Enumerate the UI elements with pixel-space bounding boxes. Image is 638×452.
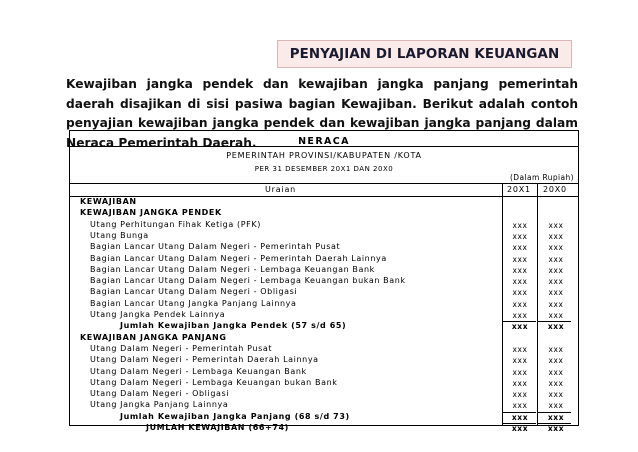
value-20x1: xxx xyxy=(512,265,528,275)
total-rule xyxy=(503,423,536,424)
row-label: Bagian Lancar Utang Dalam Negeri - Lembaga Keuangan Bank xyxy=(90,264,375,274)
value-20x0: xxx xyxy=(547,322,565,332)
value-20x0: xxx xyxy=(548,265,564,275)
table-row xyxy=(70,344,578,356)
value-20x1: xxx xyxy=(511,412,529,422)
value-20x0: xxx xyxy=(548,220,564,230)
row-label: Utang Perhitungan Fihak Ketiga (PFK) xyxy=(90,219,261,229)
value-20x1: xxx xyxy=(512,356,528,366)
table-row xyxy=(70,423,578,435)
table-row xyxy=(70,333,578,345)
total-rule xyxy=(538,321,571,322)
balance-sheet-entity: PEMERINTAH PROVINSI/KABUPATEN /KOTA xyxy=(226,151,422,160)
value-20x1: xxx xyxy=(512,277,528,287)
table-row xyxy=(70,265,578,277)
total-rule xyxy=(503,412,536,413)
value-20x0: xxx xyxy=(548,356,564,366)
table-row xyxy=(70,400,578,412)
row-label: Bagian Lancar Utang Dalam Negeri - Obligasi xyxy=(90,287,298,297)
balance-sheet-period: PER 31 DESEMBER 20X1 DAN 20X0 xyxy=(254,165,394,173)
value-20x1: xxx xyxy=(512,401,528,411)
column-header-20x1: 20X1 xyxy=(507,185,531,194)
table-row xyxy=(70,231,578,243)
table-row xyxy=(70,287,578,299)
table-row xyxy=(70,197,578,209)
row-label: Jumlah Kewajiban Jangka Panjang (68 s/d 73) xyxy=(120,411,350,421)
column-header-20x0: 20X0 xyxy=(543,185,567,194)
value-20x0: xxx xyxy=(548,243,564,253)
value-20x0: xxx xyxy=(548,344,564,354)
value-20x0: xxx xyxy=(547,424,565,433)
table-row xyxy=(70,299,578,311)
total-rule xyxy=(538,412,571,413)
balance-sheet-table xyxy=(69,130,579,433)
table-row xyxy=(70,355,578,367)
table-row xyxy=(70,254,578,266)
table-row xyxy=(70,412,578,424)
value-20x0: xxx xyxy=(548,311,564,320)
row-label: Bagian Lancar Utang Jangka Panjang Lainnya xyxy=(90,298,297,308)
page-title: PENYAJIAN DI LAPORAN KEUANGAN xyxy=(277,40,572,68)
column-header-uraian: Uraian xyxy=(265,185,297,194)
row-label: Bagian Lancar Utang Dalam Negeri - Lembaga Keuangan bukan Bank xyxy=(90,276,406,286)
table-row xyxy=(70,367,578,379)
total-rule xyxy=(538,423,571,424)
currency-unit: (Dalam Rupiah) xyxy=(509,173,574,182)
value-20x0: xxx xyxy=(548,390,564,400)
value-20x1: xxx xyxy=(512,378,528,388)
row-label: KEWAJIBAN JANGKA PENDEK xyxy=(80,208,222,218)
value-20x0: xxx xyxy=(548,378,564,388)
value-20x1: xxx xyxy=(512,243,528,253)
table-row xyxy=(70,242,578,254)
value-20x1: xxx xyxy=(512,390,528,400)
value-20x0: xxx xyxy=(548,367,564,377)
value-20x1: xxx xyxy=(512,288,528,298)
value-20x1: xxx xyxy=(512,311,528,320)
value-20x1: xxx xyxy=(512,299,528,309)
table-row xyxy=(70,208,578,220)
value-20x0: xxx xyxy=(548,254,564,264)
row-label: Utang Dalam Negeri - Lembaga Keuangan bukan Bank xyxy=(90,377,338,387)
row-label: JUMLAH KEWAJIBAN (66+74) xyxy=(146,423,289,432)
value-20x1: xxx xyxy=(512,344,528,354)
value-20x0: xxx xyxy=(548,401,564,411)
value-20x0: xxx xyxy=(548,277,564,287)
total-rule xyxy=(503,321,536,322)
value-20x1: xxx xyxy=(512,367,528,377)
balance-sheet-heading: NERACA xyxy=(298,136,350,147)
row-label: Utang Bunga xyxy=(90,230,149,240)
row-label: Bagian Lancar Utang Dalam Negeri - Pemerintah Pusat xyxy=(90,242,341,252)
value-20x1: xxx xyxy=(512,220,528,230)
table-row xyxy=(70,310,578,322)
row-label: Utang Dalam Negeri - Pemerintah Pusat xyxy=(90,343,273,353)
intro-paragraph: Kewajiban jangka pendek dan kewajiban jangka panjang pemerintah daerah disajikan di sisi pasiwa bagian Kewajiban. Berikut adalah contoh penyajian kewajiban jangka pendek dan kewajiban jangka panjang dalam Neraca Pemerintah Daerah. xyxy=(66,77,578,150)
table-row xyxy=(70,220,578,232)
row-label: Bagian Lancar Utang Dalam Negeri - Pemerintah Daerah Lainnya xyxy=(90,253,387,263)
row-label: Utang Dalam Negeri - Lembaga Keuangan Bank xyxy=(90,366,307,376)
table-row xyxy=(70,276,578,288)
table-row xyxy=(70,389,578,401)
table-row xyxy=(70,378,578,390)
value-20x1: xxx xyxy=(511,322,529,332)
table-row xyxy=(70,321,578,333)
row-label: Utang Jangka Pendek Lainnya xyxy=(90,310,226,319)
row-label: Jumlah Kewajiban Jangka Pendek (57 s/d 65) xyxy=(120,321,347,331)
value-20x1: xxx xyxy=(512,254,528,264)
divider xyxy=(70,146,578,147)
value-20x1: xxx xyxy=(511,424,529,433)
row-label: Utang Dalam Negeri - Obligasi xyxy=(90,389,230,399)
value-20x0: xxx xyxy=(547,412,565,422)
row-label: KEWAJIBAN xyxy=(80,197,137,206)
row-label: Utang Dalam Negeri - Pemerintah Daerah Lainnya xyxy=(90,355,319,365)
value-20x0: xxx xyxy=(548,299,564,309)
row-label: Utang Jangka Panjang Lainnya xyxy=(90,400,229,410)
row-label: KEWAJIBAN JANGKA PANJANG xyxy=(80,332,227,342)
value-20x0: xxx xyxy=(548,288,564,298)
value-20x1: xxx xyxy=(512,231,528,241)
value-20x0: xxx xyxy=(548,231,564,241)
